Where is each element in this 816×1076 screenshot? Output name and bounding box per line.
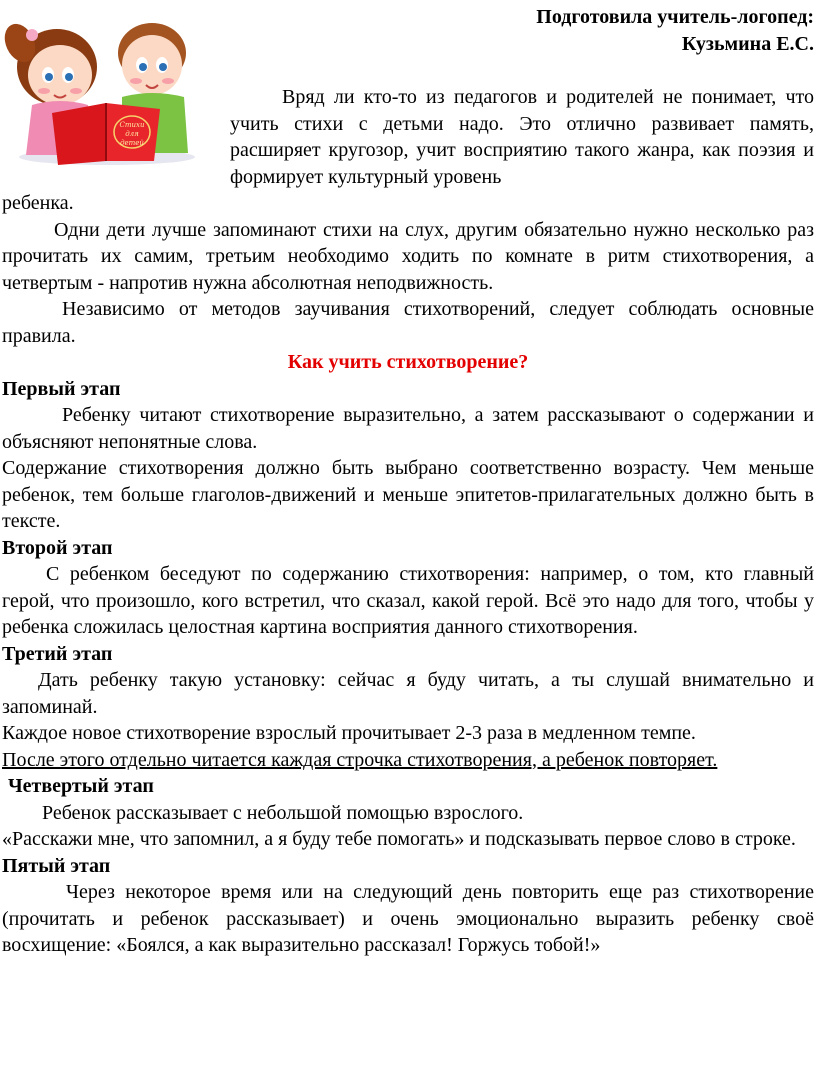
stage-title: Третий этап (2, 642, 113, 665)
svg-text:детей: детей (120, 139, 144, 147)
intro-tail: ребенка. (2, 192, 74, 214)
section-heading: Как учить стихотворение? (287, 351, 529, 373)
stage-paragraph: «Расскажи мне, что запомнил, а я буду тебе помогать» и подсказывать первое слово в строке. (2, 828, 796, 850)
intro-paragraph: Вряд ли кто-то из педагогов и родителей не понимает, что учить стихи с детьми надо. Это отлично развивает память, расширяет кругозор, учит восприятию такого жанра, как поэзия и формирует культурный уровень (230, 86, 814, 188)
stage-title: Четвертый этап (8, 775, 154, 797)
stage-paragraph: Содержание стихотворения должно быть выбрано соответственно возрасту. Чем меньше ребенок, тем больше глаголов-движений и меньше эпитетов-прилагательных должно быть в тексте. (2, 457, 814, 532)
svg-text:Стихи: Стихи (119, 121, 145, 129)
children-reading-book-icon (2, 5, 212, 167)
author-name: Кузьмина Е.С. (681, 33, 814, 55)
stage-paragraph: Каждое новое стихотворение взрослый прочитывает 2-3 раза в медленном темпе. (2, 722, 696, 744)
stage-paragraph: Дать ребенку такую установку: сейчас я буду читать, а ты слушай внимательно и запоминай. (2, 669, 814, 718)
stage-title: Первый этап (2, 377, 121, 400)
stage-title: Второй этап (2, 536, 113, 559)
paragraph: Независимо от методов заучивания стихотворений, следует соблюдать основные правила. (2, 298, 814, 347)
stage-title: Пятый этап (2, 854, 111, 877)
svg-text:для: для (125, 130, 139, 138)
author-title: Подготовила учитель-логопед: (536, 6, 814, 28)
paragraph: Одни дети лучше запоминают стихи на слух, другим обязательно нужно несколько раз прочитать их самим, третьим необходимо ходить по комнате в ритм стихотворения, а четвертым - напротив нужна абсолютная неподвижность. (2, 218, 814, 294)
stage-paragraph: Ребенок рассказывает с небольшой помощью взрослого. (42, 801, 524, 824)
stage-paragraph: С ребенком беседуют по содержанию стихотворения: например, о том, кто главный герой, что произошло, кого встретил, что сказал, какой герой. Всё это надо для того, чтобы у ребенка сложилась целостная картина восприятия данного стихотворения. (2, 563, 814, 638)
article-body (2, 190, 814, 959)
stage-paragraph: Ребенку читают стихотворение выразительно, а затем рассказывают о содержании и объясняют непонятные слова. (2, 404, 814, 453)
stage-paragraph: Через некоторое время или на следующий день повторить еще раз стихотворение (прочитать и ребенок рассказывает) и очень эмоционально выразить ребенку своё восхищение: «Боялся, а как выразительно рассказал! Горжусь тобой!» (2, 881, 814, 956)
stage-paragraph-underlined: После этого отдельно читается каждая строчка стихотворения, а ребенок повторяет. (2, 748, 718, 771)
author-block (536, 4, 814, 58)
